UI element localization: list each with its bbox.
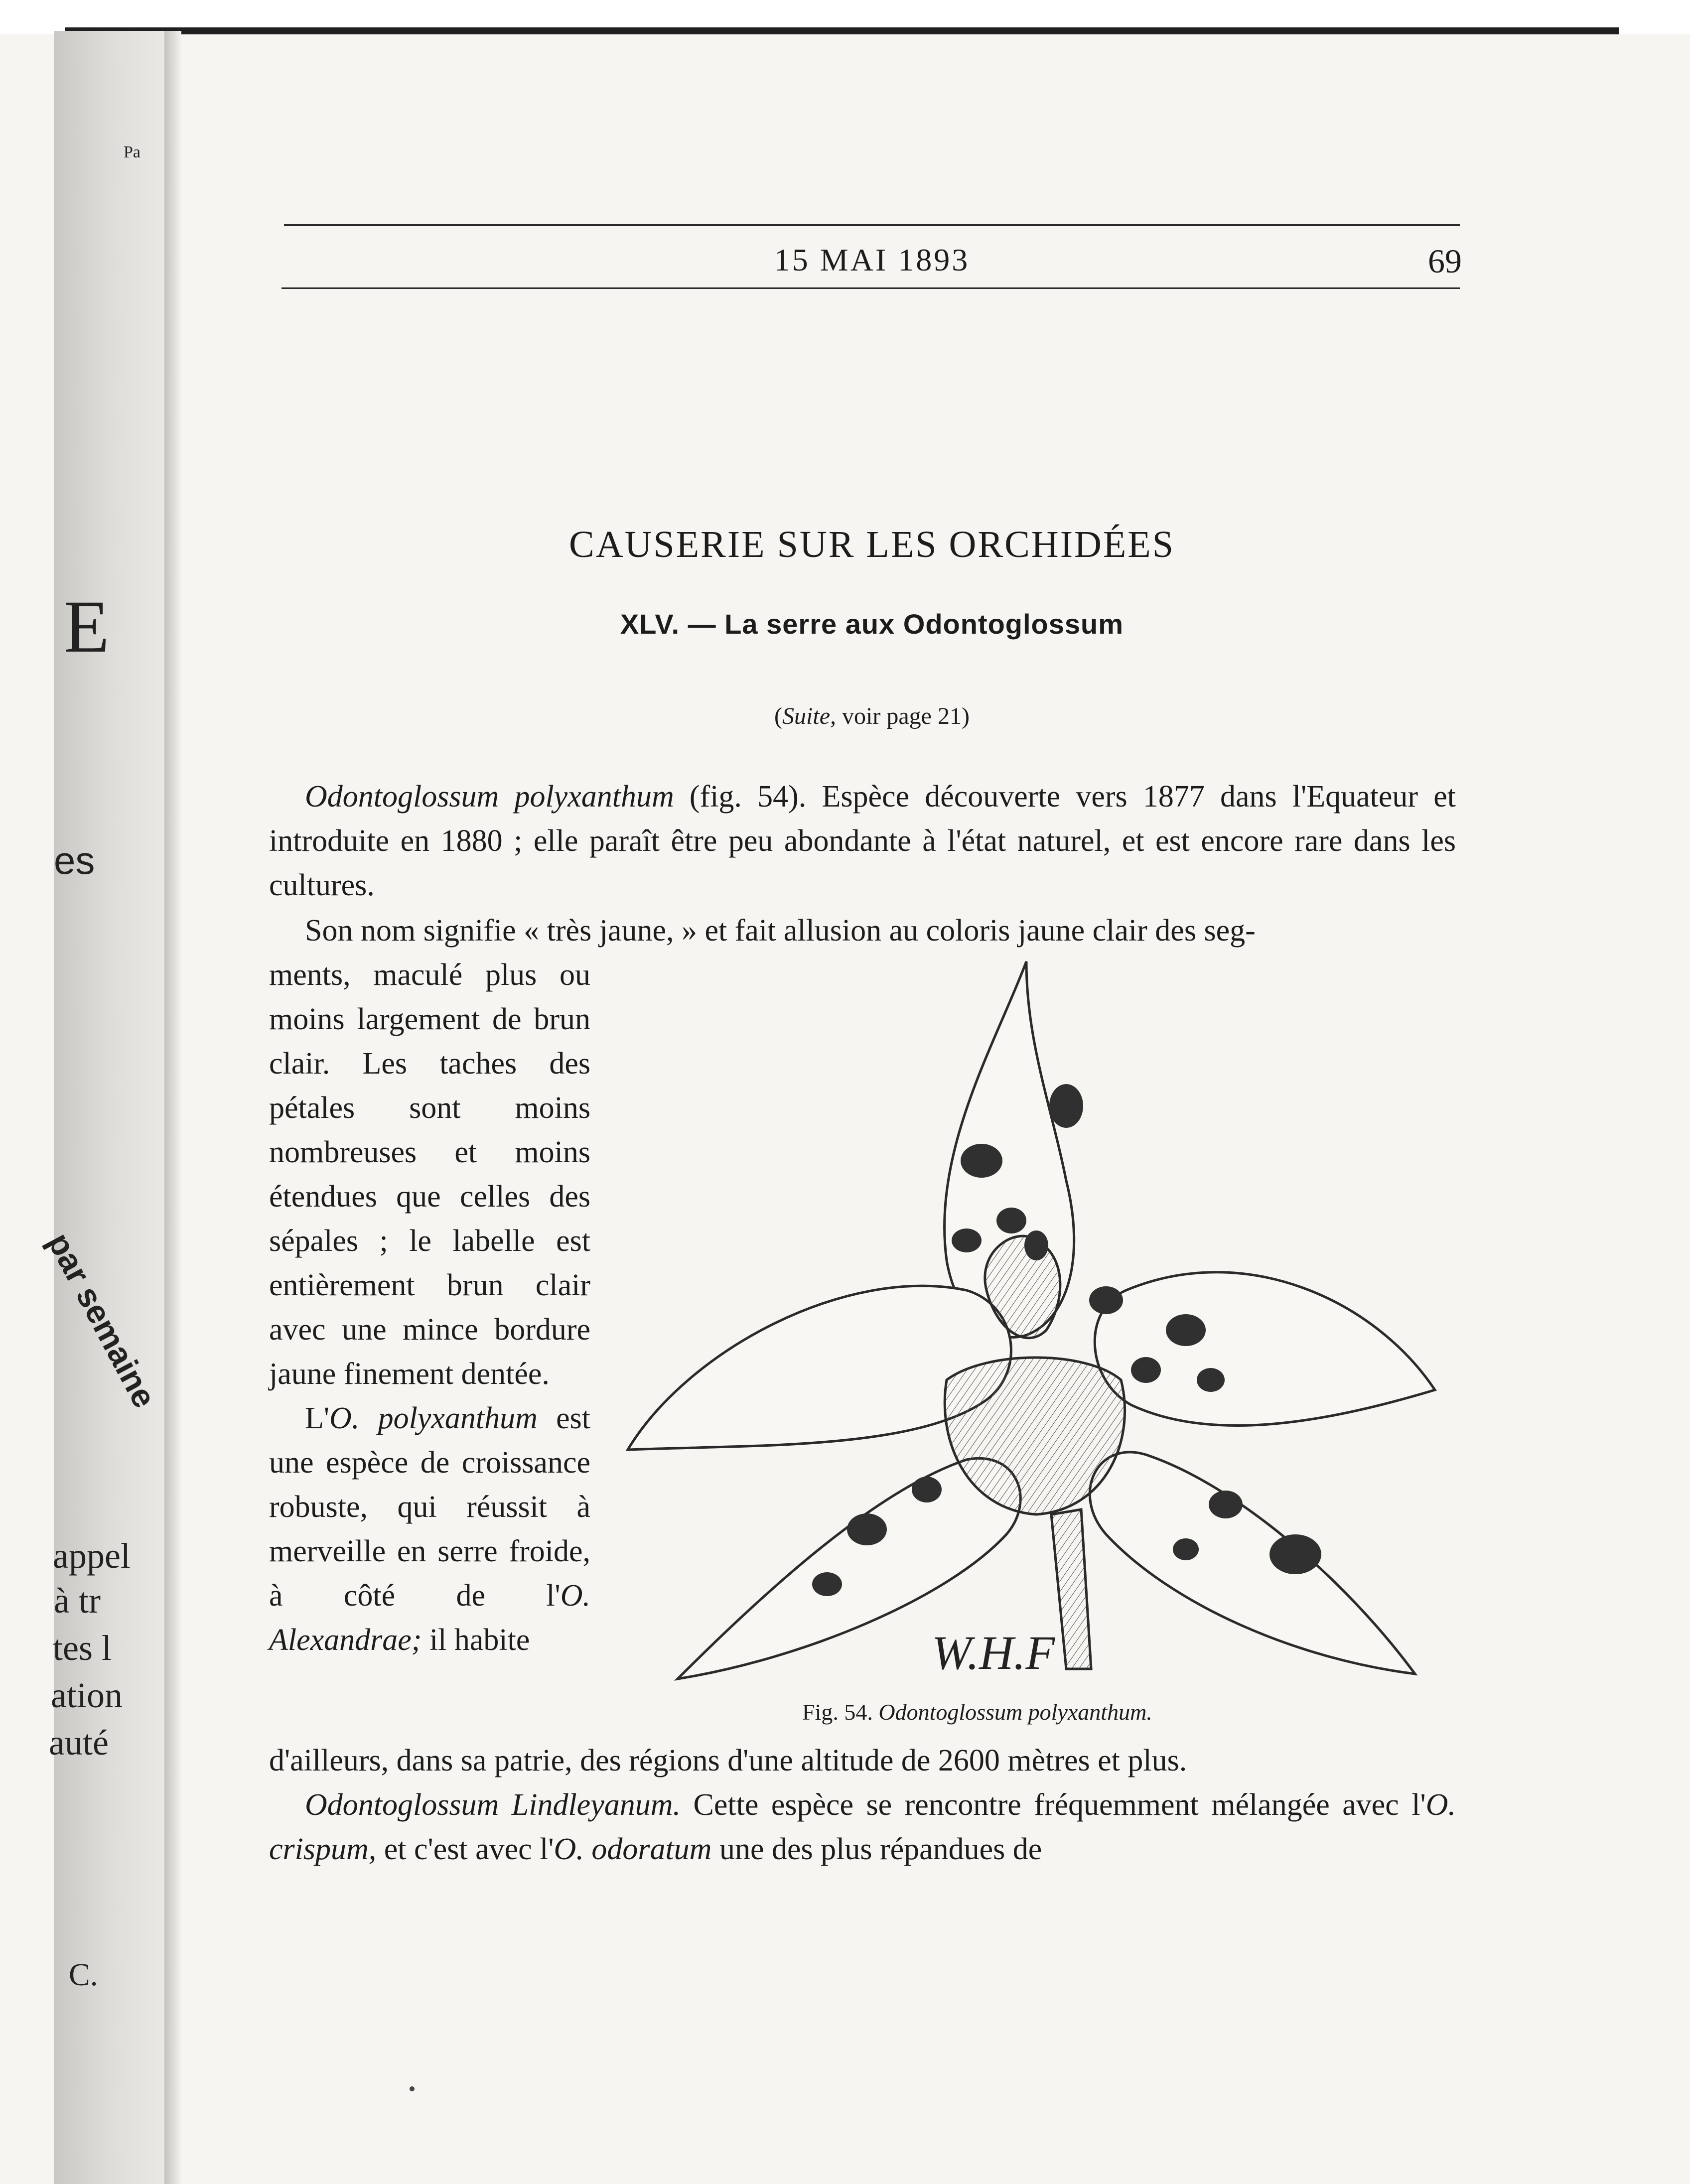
orchid-illustration (588, 942, 1475, 1689)
left-page-fragment: C. (69, 1957, 98, 1992)
paragraph-name-meaning: Son nom signifie « très jaune, » et fait allusion au coloris jaune clair des seg- (305, 914, 1256, 948)
article-title: CAUSERIE SUR LES ORCHIDÉES (569, 524, 1175, 565)
header-date: 15 MAI 1893 (774, 242, 970, 277)
figure-caption: Fig. 54. Odontoglossum polyxanthum. (802, 1699, 1152, 1725)
paragraph-lindleyanum: Odontoglossum Lindleyanum. Cette espèce se rencontre fréquemment mélangée avec l'O. crispum, et c'est avec l'O. odoratum une des plus répandues de (269, 1788, 1456, 1866)
orchid-engraving-icon (588, 942, 1475, 1689)
left-page-fragment: ation (51, 1675, 123, 1715)
left-page-fragment: E (64, 585, 110, 668)
running-header (284, 232, 1460, 286)
left-page-fragment: appel (53, 1536, 131, 1576)
paragraph-altitude: d'ailleurs, dans sa patrie, des régions d'une altitude de 2600 mètres et plus. (269, 1744, 1187, 1777)
page-number: 69 (1428, 242, 1462, 280)
article-subtitle: XLV. — La serre aux Odontoglossum (620, 608, 1124, 640)
left-page-fragment: Pa (124, 143, 141, 161)
scan-top-bar (65, 27, 1619, 34)
left-page-fragment: à tr (54, 1581, 101, 1621)
scan-speck (410, 2086, 415, 2091)
left-page-fragment: auté (49, 1723, 109, 1763)
page-fold (164, 31, 181, 2184)
paragraph-culture: L'O. polyxanthum est une espèce de croissance robuste, qui réussit à merveille en serre froide, à côté de l'O. Alexandrae; il habite (269, 1401, 590, 1657)
species-name: Odontoglossum polyxanthum (305, 780, 674, 814)
header-rule-top (284, 224, 1460, 226)
left-page-fragment: par semaine (40, 1227, 163, 1414)
left-page-fragment: es (54, 838, 95, 882)
paragraph-polyxanthum: Odontoglossum polyxanthum (fig. 54). Espèce découverte vers 1877 dans l'Equateur et introduite en 1880 ; elle paraît être peu abondante à l'état naturel, et est encore rare dans les cultures. (269, 780, 1456, 902)
paragraph-description: ments, maculé plus ou moins largement de brun clair. Les taches des pétales sont moins nombreuses et moins étendues que celles des sépales ; le labelle est entièrement brun clair avec une mince bordure jaune finement dentée. (269, 958, 590, 1391)
continuation-note: (Suite, voir page 21) (774, 703, 970, 729)
signature: W.H.F (932, 1626, 1055, 1679)
text-column (269, 953, 590, 1662)
paragraph-bottom (269, 1739, 1456, 1872)
left-page-strip (40, 31, 171, 2184)
left-page-fragment: tes l (53, 1628, 112, 1668)
header-rule-bottom (282, 287, 1460, 289)
